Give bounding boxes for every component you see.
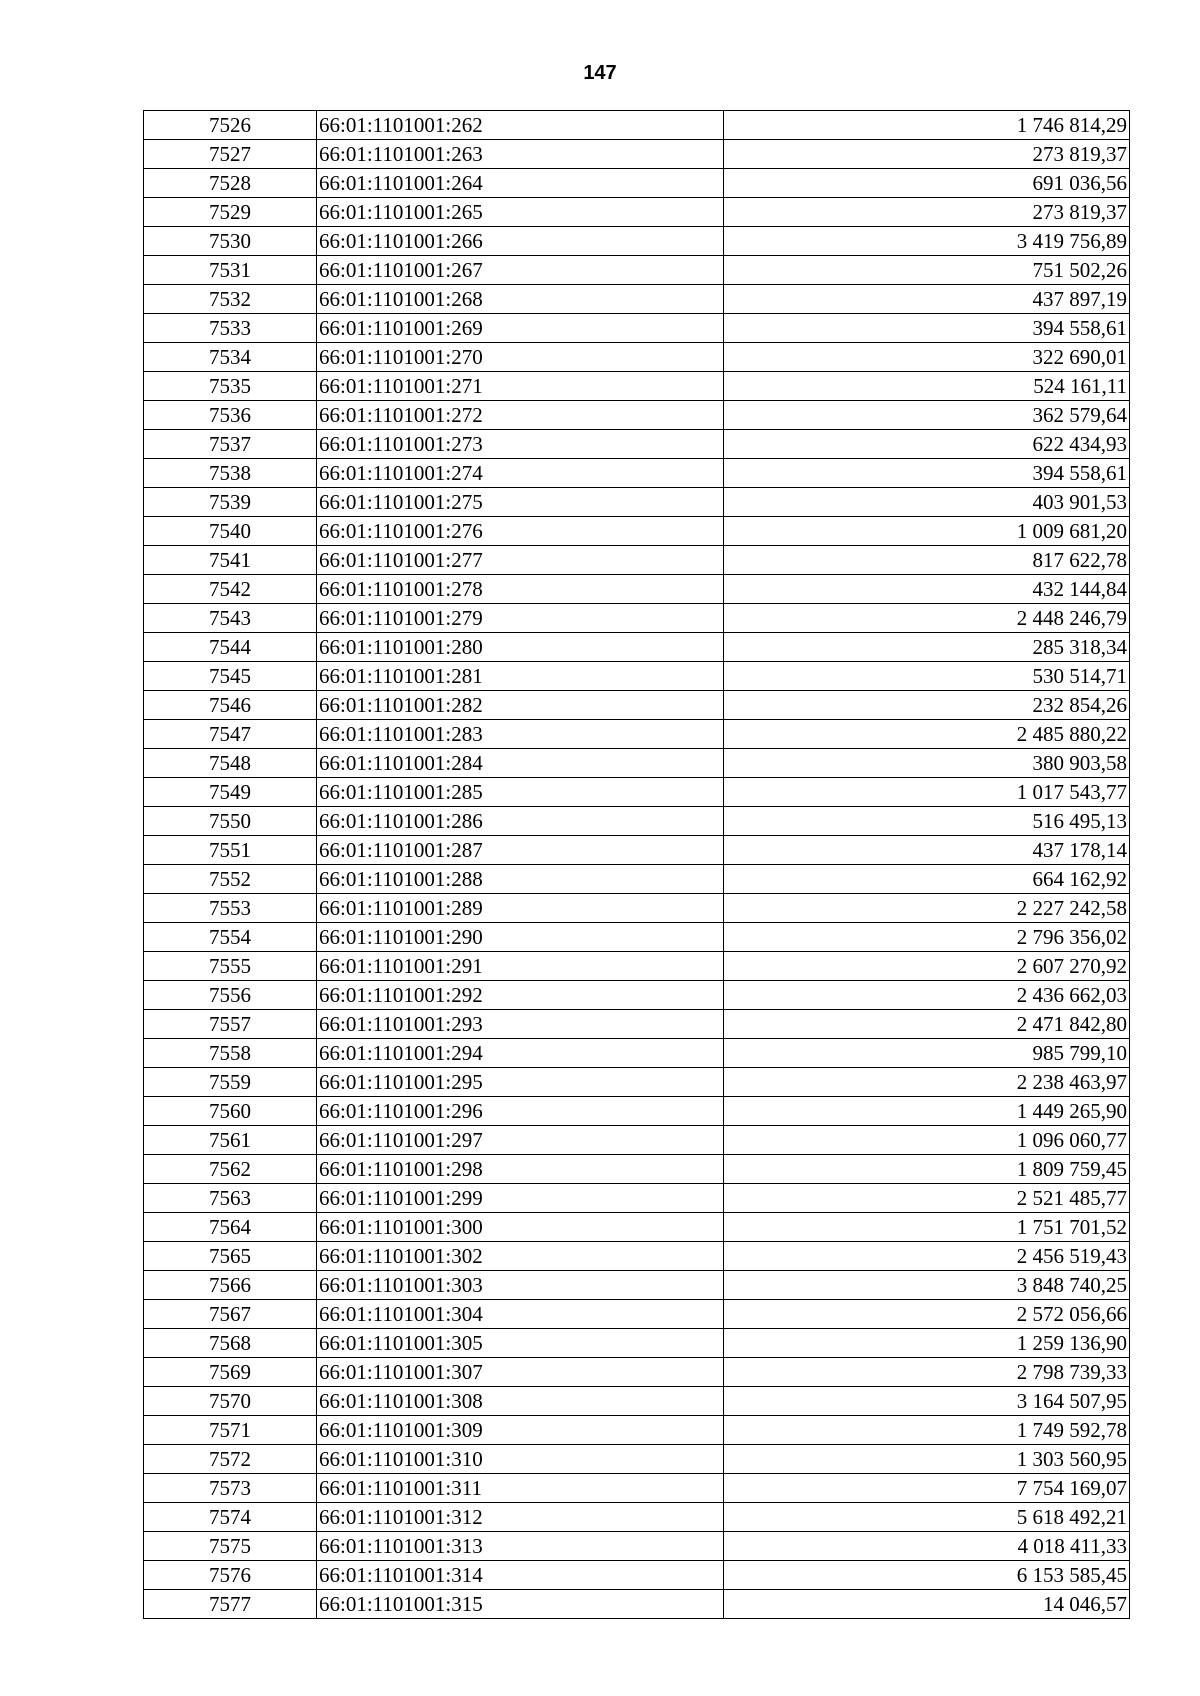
table-row	[144, 1300, 1130, 1329]
cadastral-value-cell: 2 572 056,66	[724, 1300, 1130, 1329]
cadastral-value-cell: 622 434,93	[724, 430, 1130, 459]
row-number-cell: 7550	[144, 807, 317, 836]
cadastral-number-cell: 66:01:1101001:294	[317, 1039, 724, 1068]
row-number-cell: 7554	[144, 923, 317, 952]
table-row	[144, 923, 1130, 952]
cadastral-value-cell: 1 746 814,29	[724, 111, 1130, 140]
row-number-cell: 7539	[144, 488, 317, 517]
table-row	[144, 488, 1130, 517]
table-row	[144, 314, 1130, 343]
row-number-cell: 7555	[144, 952, 317, 981]
cadastral-number-cell: 66:01:1101001:275	[317, 488, 724, 517]
table-row	[144, 1242, 1130, 1271]
cadastral-number-cell: 66:01:1101001:312	[317, 1503, 724, 1532]
table-row	[144, 1387, 1130, 1416]
cadastral-number-cell: 66:01:1101001:304	[317, 1300, 724, 1329]
cadastral-number-cell: 66:01:1101001:296	[317, 1097, 724, 1126]
row-number-cell: 7577	[144, 1590, 317, 1619]
table-row	[144, 1010, 1130, 1039]
cadastral-value-cell: 285 318,34	[724, 633, 1130, 662]
table-row	[144, 1532, 1130, 1561]
cadastral-value-cell: 1 751 701,52	[724, 1213, 1130, 1242]
cadastral-value-cell: 2 448 246,79	[724, 604, 1130, 633]
cadastral-number-cell: 66:01:1101001:310	[317, 1445, 724, 1474]
cadastral-number-cell: 66:01:1101001:263	[317, 140, 724, 169]
cadastral-number-cell: 66:01:1101001:269	[317, 314, 724, 343]
cadastral-value-cell: 3 848 740,25	[724, 1271, 1130, 1300]
cadastral-value-cell: 394 558,61	[724, 459, 1130, 488]
row-number-cell: 7568	[144, 1329, 317, 1358]
row-number-cell: 7562	[144, 1155, 317, 1184]
table-row	[144, 720, 1130, 749]
table-row	[144, 227, 1130, 256]
cadastral-number-cell: 66:01:1101001:284	[317, 749, 724, 778]
table-row	[144, 459, 1130, 488]
row-number-cell: 7566	[144, 1271, 317, 1300]
cadastral-value-cell: 437 178,14	[724, 836, 1130, 865]
cadastral-number-cell: 66:01:1101001:266	[317, 227, 724, 256]
cadastral-value-cell: 2 796 356,02	[724, 923, 1130, 952]
cadastral-number-cell: 66:01:1101001:300	[317, 1213, 724, 1242]
row-number-cell: 7533	[144, 314, 317, 343]
row-number-cell: 7538	[144, 459, 317, 488]
cadastral-number-cell: 66:01:1101001:314	[317, 1561, 724, 1590]
row-number-cell: 7549	[144, 778, 317, 807]
cadastral-value-cell: 4 018 411,33	[724, 1532, 1130, 1561]
table-row	[144, 1184, 1130, 1213]
cadastral-number-cell: 66:01:1101001:262	[317, 111, 724, 140]
cadastral-value-cell: 2 227 242,58	[724, 894, 1130, 923]
cadastral-value-cell: 2 436 662,03	[724, 981, 1130, 1010]
cadastral-value-cell: 1 809 759,45	[724, 1155, 1130, 1184]
row-number-cell: 7572	[144, 1445, 317, 1474]
cadastral-number-cell: 66:01:1101001:264	[317, 169, 724, 198]
table-row	[144, 372, 1130, 401]
cadastral-number-cell: 66:01:1101001:291	[317, 952, 724, 981]
cadastral-value-cell: 432 144,84	[724, 575, 1130, 604]
cadastral-value-cell: 6 153 585,45	[724, 1561, 1130, 1590]
table-row	[144, 1358, 1130, 1387]
table-row	[144, 604, 1130, 633]
cadastral-value-cell: 362 579,64	[724, 401, 1130, 430]
table-row	[144, 952, 1130, 981]
row-number-cell: 7542	[144, 575, 317, 604]
cadastral-number-cell: 66:01:1101001:274	[317, 459, 724, 488]
table-row	[144, 1590, 1130, 1619]
row-number-cell: 7563	[144, 1184, 317, 1213]
table-row	[144, 1213, 1130, 1242]
table-row	[144, 1068, 1130, 1097]
cadastral-number-cell: 66:01:1101001:270	[317, 343, 724, 372]
cadastral-value-cell: 5 618 492,21	[724, 1503, 1130, 1532]
cadastral-value-cell: 2 471 842,80	[724, 1010, 1130, 1039]
cadastral-value-cell: 2 485 880,22	[724, 720, 1130, 749]
cadastral-value-cell: 322 690,01	[724, 343, 1130, 372]
table-row	[144, 865, 1130, 894]
row-number-cell: 7558	[144, 1039, 317, 1068]
cadastral-number-cell: 66:01:1101001:282	[317, 691, 724, 720]
table-row	[144, 198, 1130, 227]
cadastral-number-cell: 66:01:1101001:289	[317, 894, 724, 923]
cadastral-value-cell: 2 521 485,77	[724, 1184, 1130, 1213]
cadastral-number-cell: 66:01:1101001:276	[317, 517, 724, 546]
cadastral-number-cell: 66:01:1101001:290	[317, 923, 724, 952]
cadastral-number-cell: 66:01:1101001:302	[317, 1242, 724, 1271]
row-number-cell: 7570	[144, 1387, 317, 1416]
row-number-cell: 7526	[144, 111, 317, 140]
row-number-cell: 7561	[144, 1126, 317, 1155]
row-number-cell: 7567	[144, 1300, 317, 1329]
cadastral-value-cell: 437 897,19	[724, 285, 1130, 314]
cadastral-number-cell: 66:01:1101001:308	[317, 1387, 724, 1416]
row-number-cell: 7540	[144, 517, 317, 546]
table-row	[144, 1329, 1130, 1358]
cadastral-number-cell: 66:01:1101001:286	[317, 807, 724, 836]
row-number-cell: 7560	[144, 1097, 317, 1126]
cadastral-value-cell: 524 161,11	[724, 372, 1130, 401]
cadastral-value-cell: 751 502,26	[724, 256, 1130, 285]
table-row	[144, 1271, 1130, 1300]
cadastral-value-cell: 3 164 507,95	[724, 1387, 1130, 1416]
cadastral-number-cell: 66:01:1101001:285	[317, 778, 724, 807]
table-row	[144, 1561, 1130, 1590]
table-row	[144, 1155, 1130, 1184]
row-number-cell: 7553	[144, 894, 317, 923]
row-number-cell: 7547	[144, 720, 317, 749]
row-number-cell: 7546	[144, 691, 317, 720]
row-number-cell: 7531	[144, 256, 317, 285]
row-number-cell: 7535	[144, 372, 317, 401]
cadastral-number-cell: 66:01:1101001:271	[317, 372, 724, 401]
page-number: 147	[583, 62, 617, 84]
table-row	[144, 169, 1130, 198]
cadastral-value-cell: 2 798 739,33	[724, 1358, 1130, 1387]
row-number-cell: 7529	[144, 198, 317, 227]
cadastral-number-cell: 66:01:1101001:278	[317, 575, 724, 604]
table-row	[144, 1097, 1130, 1126]
cadastral-value-cell: 516 495,13	[724, 807, 1130, 836]
cadastral-value-cell: 273 819,37	[724, 198, 1130, 227]
row-number-cell: 7541	[144, 546, 317, 575]
cadastral-value-cell: 985 799,10	[724, 1039, 1130, 1068]
row-number-cell: 7528	[144, 169, 317, 198]
cadastral-value-table	[143, 110, 1130, 1619]
cadastral-value-cell: 1 259 136,90	[724, 1329, 1130, 1358]
table-row	[144, 1445, 1130, 1474]
row-number-cell: 7551	[144, 836, 317, 865]
table-row	[144, 343, 1130, 372]
table-row	[144, 1416, 1130, 1445]
cadastral-value-cell: 380 903,58	[724, 749, 1130, 778]
row-number-cell: 7576	[144, 1561, 317, 1590]
table-row	[144, 807, 1130, 836]
cadastral-number-cell: 66:01:1101001:287	[317, 836, 724, 865]
cadastral-number-cell: 66:01:1101001:279	[317, 604, 724, 633]
cadastral-number-cell: 66:01:1101001:303	[317, 1271, 724, 1300]
table-row	[144, 575, 1130, 604]
row-number-cell: 7530	[144, 227, 317, 256]
cadastral-value-cell: 2 607 270,92	[724, 952, 1130, 981]
row-number-cell: 7557	[144, 1010, 317, 1039]
cadastral-number-cell: 66:01:1101001:283	[317, 720, 724, 749]
table-row	[144, 778, 1130, 807]
row-number-cell: 7527	[144, 140, 317, 169]
cadastral-number-cell: 66:01:1101001:292	[317, 981, 724, 1010]
row-number-cell: 7543	[144, 604, 317, 633]
table-row	[144, 256, 1130, 285]
table-row	[144, 111, 1130, 140]
row-number-cell: 7565	[144, 1242, 317, 1271]
table-body	[144, 111, 1130, 1619]
table-row	[144, 401, 1130, 430]
cadastral-value-cell: 530 514,71	[724, 662, 1130, 691]
cadastral-number-cell: 66:01:1101001:277	[317, 546, 724, 575]
cadastral-value-cell: 817 622,78	[724, 546, 1130, 575]
table-row	[144, 894, 1130, 923]
row-number-cell: 7559	[144, 1068, 317, 1097]
row-number-cell: 7564	[144, 1213, 317, 1242]
table-row	[144, 836, 1130, 865]
cadastral-number-cell: 66:01:1101001:298	[317, 1155, 724, 1184]
row-number-cell: 7537	[144, 430, 317, 459]
cadastral-number-cell: 66:01:1101001:311	[317, 1474, 724, 1503]
cadastral-value-cell: 1 017 543,77	[724, 778, 1130, 807]
cadastral-value-cell: 664 162,92	[724, 865, 1130, 894]
table-row	[144, 1039, 1130, 1068]
row-number-cell: 7534	[144, 343, 317, 372]
cadastral-number-cell: 66:01:1101001:288	[317, 865, 724, 894]
table-row	[144, 749, 1130, 778]
cadastral-value-cell: 1 009 681,20	[724, 517, 1130, 546]
cadastral-number-cell: 66:01:1101001:313	[317, 1532, 724, 1561]
row-number-cell: 7536	[144, 401, 317, 430]
cadastral-value-cell: 1 449 265,90	[724, 1097, 1130, 1126]
cadastral-number-cell: 66:01:1101001:315	[317, 1590, 724, 1619]
cadastral-number-cell: 66:01:1101001:305	[317, 1329, 724, 1358]
table-row	[144, 1126, 1130, 1155]
cadastral-value-cell: 232 854,26	[724, 691, 1130, 720]
row-number-cell: 7569	[144, 1358, 317, 1387]
cadastral-number-cell: 66:01:1101001:265	[317, 198, 724, 227]
cadastral-number-cell: 66:01:1101001:297	[317, 1126, 724, 1155]
cadastral-value-cell: 14 046,57	[724, 1590, 1130, 1619]
cadastral-number-cell: 66:01:1101001:295	[317, 1068, 724, 1097]
row-number-cell: 7532	[144, 285, 317, 314]
cadastral-value-cell: 403 901,53	[724, 488, 1130, 517]
cadastral-value-cell: 273 819,37	[724, 140, 1130, 169]
row-number-cell: 7573	[144, 1474, 317, 1503]
cadastral-number-cell: 66:01:1101001:299	[317, 1184, 724, 1213]
cadastral-number-cell: 66:01:1101001:293	[317, 1010, 724, 1039]
cadastral-number-cell: 66:01:1101001:281	[317, 662, 724, 691]
table-row	[144, 691, 1130, 720]
cadastral-number-cell: 66:01:1101001:273	[317, 430, 724, 459]
table-row	[144, 1503, 1130, 1532]
cadastral-value-cell: 1 096 060,77	[724, 1126, 1130, 1155]
row-number-cell: 7575	[144, 1532, 317, 1561]
row-number-cell: 7574	[144, 1503, 317, 1532]
table-row	[144, 546, 1130, 575]
table-row	[144, 981, 1130, 1010]
cadastral-value-cell: 2 456 519,43	[724, 1242, 1130, 1271]
cadastral-value-cell: 2 238 463,97	[724, 1068, 1130, 1097]
cadastral-value-cell: 1 303 560,95	[724, 1445, 1130, 1474]
row-number-cell: 7552	[144, 865, 317, 894]
table-row	[144, 662, 1130, 691]
row-number-cell: 7548	[144, 749, 317, 778]
cadastral-value-cell: 3 419 756,89	[724, 227, 1130, 256]
row-number-cell: 7556	[144, 981, 317, 1010]
cadastral-value-cell: 394 558,61	[724, 314, 1130, 343]
table-row	[144, 430, 1130, 459]
table-row	[144, 633, 1130, 662]
cadastral-number-cell: 66:01:1101001:309	[317, 1416, 724, 1445]
table-row	[144, 285, 1130, 314]
cadastral-number-cell: 66:01:1101001:272	[317, 401, 724, 430]
table-row	[144, 1474, 1130, 1503]
table-row	[144, 140, 1130, 169]
cadastral-value-cell: 1 749 592,78	[724, 1416, 1130, 1445]
row-number-cell: 7544	[144, 633, 317, 662]
row-number-cell: 7571	[144, 1416, 317, 1445]
cadastral-number-cell: 66:01:1101001:267	[317, 256, 724, 285]
cadastral-number-cell: 66:01:1101001:268	[317, 285, 724, 314]
table-row	[144, 517, 1130, 546]
cadastral-number-cell: 66:01:1101001:307	[317, 1358, 724, 1387]
row-number-cell: 7545	[144, 662, 317, 691]
cadastral-value-cell: 7 754 169,07	[724, 1474, 1130, 1503]
cadastral-value-cell: 691 036,56	[724, 169, 1130, 198]
cadastral-number-cell: 66:01:1101001:280	[317, 633, 724, 662]
